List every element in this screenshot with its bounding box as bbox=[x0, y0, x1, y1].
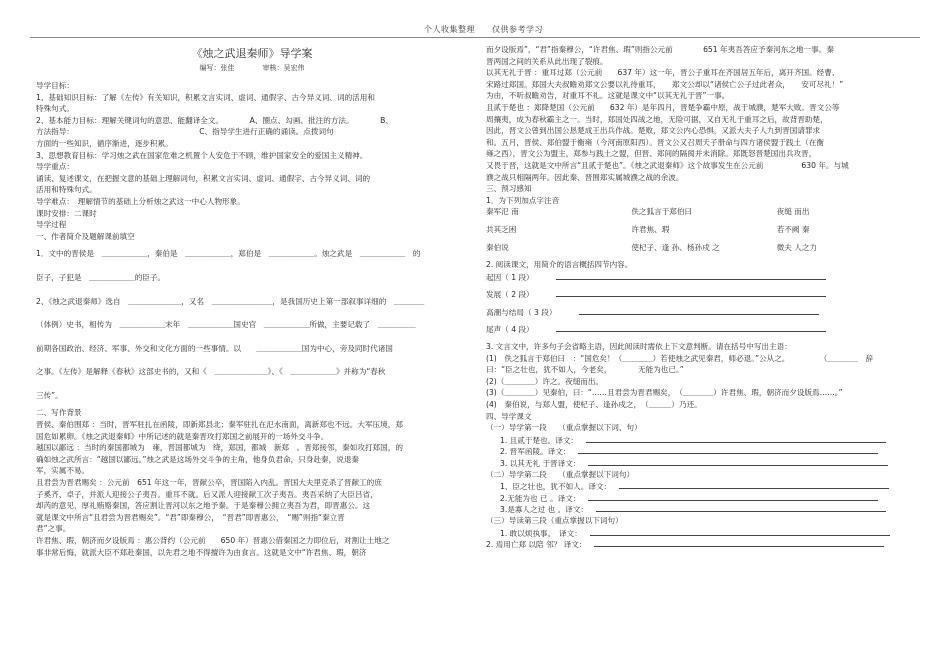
background-continued bbox=[486, 44, 922, 183]
fill-line: （体例）史书，相传为 ＿＿＿＿＿＿末年 ＿＿＿＿＿＿国史官 ＿＿＿＿＿＿所做，主要记载了 ＿＿＿＿＿ bbox=[36, 320, 416, 330]
fill-line: 臣子，子犯是 ＿＿＿＿＿＿的臣子。 bbox=[36, 272, 166, 282]
text-line: 1、基础知识目标：了解《左传》有关知识，积累文言实词、虚词、通假字、古今异义词、词的活用和 bbox=[36, 92, 375, 102]
summary-label: 高潮与结局（ 3 段） bbox=[486, 307, 557, 317]
text-line: 宋路过郑国。郑国大夫叔瞻劝郑文公要以礼待重耳， 郑文公却以“诸侯亡公子过此者众， 安可尽礼！” bbox=[486, 79, 844, 89]
doc-title: 《烛之武退秦师》导学案 bbox=[191, 47, 313, 60]
answer-blank[interactable] bbox=[619, 480, 889, 489]
text-line: 导学重点： bbox=[36, 162, 74, 172]
subsection-heading: （三）导读第三段（重点掌握以下词句） bbox=[486, 515, 623, 525]
fill-in-block bbox=[36, 248, 468, 401]
text-line: 子奚齐、卓子，并派人迎接公子夷吾。重耳不就。后又派人迎接献工次子夷吾。夷吾采纳了大臣吕省， bbox=[36, 489, 378, 499]
fill-line: 1．文中的晋侯是 ＿＿＿＿＿＿，秦伯是 ＿＿＿＿＿＿，郑伯是 ＿＿＿＿＿＿。烛之武是 ＿＿＿＿＿＿ 的 bbox=[36, 249, 421, 259]
answer-blank[interactable] bbox=[579, 306, 819, 315]
text-line: 濮之战只相隔两年。因此秦、晋围郑实属城濮之战的余波。 bbox=[486, 172, 684, 182]
text-line: 而夕设版焉”，“君”指秦穆公，“许君焦、瑕”则指公元前 651 年夷吾答应予秦河东之地一事。秦 bbox=[486, 45, 834, 54]
text-line: 诵读、复述课文，在把握文意的基础上理解词句，积累文言实词、虚词、通假字、古今异义词、词的 bbox=[36, 173, 371, 183]
pronunciation-grid bbox=[486, 206, 922, 253]
answer-blank[interactable] bbox=[588, 457, 888, 466]
answer-blank[interactable] bbox=[588, 492, 878, 501]
answer-blank[interactable] bbox=[578, 445, 878, 454]
page-header: 个人收集整理 仅供参考学习 bbox=[424, 25, 543, 34]
text-line: 军，实属不易。 bbox=[36, 466, 90, 476]
answer-blank[interactable] bbox=[590, 527, 890, 536]
answer-blank[interactable] bbox=[556, 323, 826, 332]
translate-row: 2.无能为也 已 。译文： bbox=[486, 492, 922, 504]
fill-line: 前期各国政治、经济、军事、外交和文化方面的一些事情。以 ＿＿＿＿＿＿国为中心，旁及同时代诸国 bbox=[36, 343, 393, 353]
text-line: 特殊句式。 bbox=[36, 104, 74, 114]
answer-blank[interactable] bbox=[556, 271, 826, 280]
summary-label: 尾声（ 4 段） bbox=[486, 325, 534, 335]
pron-row bbox=[486, 224, 922, 236]
left-column bbox=[36, 44, 468, 558]
pron-item: 使杞子、逢 孙、杨孙戍 之 bbox=[631, 242, 720, 252]
text-line: 且君尝为晋君赐矣 ：公元前 651 年这一年，晋献公卒，晋国陷入内乱。晋国大夫里克杀了晋献工的庶 bbox=[36, 478, 382, 488]
text-line: 导学目标： bbox=[36, 81, 74, 90]
answer-blank[interactable] bbox=[556, 288, 826, 297]
subject-exercise bbox=[486, 341, 922, 411]
answer-blank[interactable] bbox=[596, 503, 886, 512]
section-heading: 二、写作背景 bbox=[36, 408, 82, 418]
pron-item: 秦伯说 bbox=[486, 242, 509, 252]
text-line: 以其无礼于晋 ：重耳过郑（公元前 637 年）这一年，晋公子重耳在齐国居五年后，离开齐国。经曹、 bbox=[486, 68, 840, 78]
subsection-heading: （一）导学第一段 （重点掌握以下词、句） bbox=[486, 423, 642, 433]
background-block bbox=[36, 419, 468, 558]
translate-row: 2. 焉用亡郑 以陪 邻？ 译文： bbox=[486, 538, 922, 550]
text-line: 事非常后悔，就派大臣不郑赴秦国，以先君之地不得擅许为由食言。这就是文中“许君焦、瑕，朝济 bbox=[36, 547, 367, 557]
text-line: 2、基本能力目标：理解关键词句的意思、能翻译全文。 A、圈点、勾画、批注的方法。 B、 bbox=[36, 115, 393, 125]
section-heading: 四、导学课文 bbox=[486, 411, 532, 421]
question-prompt: 1．为下列加点字注音 bbox=[486, 195, 560, 205]
pron-item: 许君焦、瑕 bbox=[631, 224, 670, 234]
text-line: 君”之事。 bbox=[36, 524, 71, 534]
text-line: 3、思想教育目标：学习烛之武在国家危难之机置个人安危于不顾，维护国家安全的爱国主义精神。 bbox=[36, 150, 368, 160]
pron-item: 秦军氾 南 bbox=[486, 207, 519, 217]
text-line: 就是课文中所言“且君尝为晋君赐矣”。“君”即秦穆公， “晋君”即晋惠公， “赐”则指“秦立晋 bbox=[36, 512, 345, 522]
summary-row bbox=[486, 306, 922, 318]
summary-block bbox=[486, 271, 922, 335]
summary-row bbox=[486, 288, 922, 300]
pron-item: 共其乏困 bbox=[486, 224, 517, 234]
text-line: 方面的一些知识，循序渐进，逐步积累。 bbox=[36, 138, 173, 148]
pron-row bbox=[486, 206, 922, 218]
summary-row bbox=[486, 271, 922, 283]
text-line: 越国以鄙远 ：当时的秦国都城为 雍，晋国都城为 绛，郑国，都城 新郑 。晋郑接邻，秦如攻打郑国，的 bbox=[36, 443, 403, 453]
text-line: 为由，不听叔瞻劝告，对重耳不礼。这就是课文中“以其无礼于晋”一事。 bbox=[486, 91, 730, 101]
answer-blank[interactable] bbox=[594, 538, 884, 547]
text-line: 又畏于晋，这就是文中所言“且贰于楚也”。《烛之武退秦师》这个故事发生在公元前 630 年。与城 bbox=[486, 160, 849, 170]
text-line: 雍之西），晋文公为盟主，郑参与践土之盟，但晋、郑间的隔阂并未消除。郑既怒晋楚国出兵攻晋， bbox=[486, 149, 817, 159]
text-line: 曰：“臣之壮也，犹不如人，今老矣， 无能为也已。” bbox=[486, 365, 684, 375]
text-line: 和。五月，晋侯、郑伯盟于衡雍（今河南原阳西）。晋文公又召周天子册命与四方诸侯盟于践土（在衡 bbox=[486, 137, 824, 147]
text-line: 3. 文言文中，许多句子会省略主语，因此阅读时需依上下文意判断。请在括号中写出主语： bbox=[486, 342, 792, 352]
text-line: (2)（＿＿＿＿）许之。夜缒而出。 bbox=[486, 376, 604, 386]
fill-line: 之事。《左传》是解释《春秋》这部史书的，又和《 ＿＿＿＿＿＿＿》、《 ＿＿＿＿＿＿》并称为“春秋 bbox=[36, 367, 386, 377]
translate-row: 1. 敢以烦执事。 译文： bbox=[486, 527, 922, 539]
summary-row bbox=[486, 323, 922, 335]
text-line: 一、作者简介及题解课前填空 bbox=[36, 231, 135, 241]
fill-line: 2、《烛之武退秦师》选自 ＿＿＿＿＿＿＿，又名 ＿＿＿＿＿＿＿＿，是我国历史上第一部叙事详细的 ＿＿＿＿ bbox=[36, 296, 425, 306]
subsection-heading: （二）导学第二段 （重点掌握以下词句） bbox=[486, 469, 635, 479]
text-line: 周攘夷，成为春秋霸主之一。当时，郑国处四战之地，无险可据，又自无礼于重耳之后，故背晋助楚， bbox=[486, 114, 828, 124]
text-line: 晋侯、秦伯围郑 ：当时，晋军驻扎在函陵，即新郑县北；秦军驻扎在氾水南面，离新郑也不远。大军压境，郑 bbox=[36, 420, 403, 430]
summary-label: 起因（ 1 段） bbox=[486, 272, 534, 282]
text-line: 国危如累卵。《烛之武退秦师》中所记述的就是秦晋攻打郑国之前展开的一场外交斗争。 bbox=[36, 431, 329, 441]
pron-row bbox=[486, 242, 922, 254]
text-line: 导学过程 bbox=[36, 220, 67, 230]
text-line: (1) 佚之狐言于郑伯曰 ：“国危矣！（＿＿＿＿）若使烛之武见秦君，师必退。”公从之。 （＿＿＿＿ 辞 bbox=[486, 353, 873, 363]
text-line: 活用和特殊句式。 bbox=[36, 185, 97, 195]
text-line: (3)（＿＿＿＿）见秦伯，曰：“……且君尝为晋君赐矣， （＿＿＿＿）许君焦、瑕，朝济而夕设版焉……。” bbox=[486, 388, 843, 398]
pron-item: 若不阙 秦 bbox=[776, 224, 810, 234]
pron-item: 佚之狐言于郑伯曰 bbox=[631, 207, 693, 217]
translate-row: 2. 晋军函陵。译文： bbox=[486, 445, 922, 457]
text-line: 晋两国之间的关系从此出现了裂痕。 bbox=[486, 56, 608, 66]
text-line: 却芮的意见，厚礼贿赂秦国，答应割让晋河以东之地予秦。于是秦穆公拥立夷吾为君，即晋惠公。这 bbox=[36, 501, 371, 511]
pron-item: 夜缒 而出 bbox=[776, 207, 810, 217]
text-line: 因此，晋文公曾到出国公恳楚成王出兵作战。楚败，郑文公内心恐惧，又派大夫子人九到晋国请罪求 bbox=[486, 126, 821, 136]
text-line: 确如烛之武所言：“越国以鄙远。”烛之武是这场外交斗争的主角，他身负君命，只身赴秦，说退秦 bbox=[36, 454, 360, 464]
text-line: 导学难点： 理解情节的基础上分析烛之武这一中心人物形象。 bbox=[36, 196, 245, 206]
text-line: 方法指导： C、指导学生进行正确的诵读。点拨词句 bbox=[36, 127, 334, 137]
text-line: 且贰于楚也 ：郑降楚国（公元前 632 年）是年四月，晋楚争霸中原，战于城濮，楚军大败。晋文公等 bbox=[486, 102, 840, 112]
text-line: 课时安排：二课时 bbox=[36, 208, 97, 218]
summary-label: 发展（ 2 段） bbox=[486, 290, 534, 300]
text-line: (4) 秦伯说，与郑人盟，使杞子、逢孙戍之， （＿＿＿）乃还。 bbox=[486, 400, 702, 410]
question-prompt: 2. 阅读课文，用简介的语言概括四节内容。 bbox=[486, 260, 633, 270]
translate-row: 1、臣之壮也，犹不如人。译文： bbox=[486, 480, 922, 492]
translate-row: 3.是寡人之过 也 。译文： bbox=[486, 503, 922, 515]
fill-line: 三传”。 bbox=[36, 390, 63, 400]
answer-blank[interactable] bbox=[586, 434, 886, 443]
section-heading: 三、预习感知 bbox=[486, 184, 532, 194]
translate-row: 3. 以其无礼 于晋译文： bbox=[486, 457, 922, 469]
translate-row: 1. 且贰于楚也。译文： bbox=[486, 434, 922, 446]
text-line: 许君焦、瑕，朝济而夕设版焉 ：惠公背约（公元前 650 年）晋惠公借秦国之力即位后，对割让土地之 bbox=[36, 536, 390, 545]
pron-item: 微夫 人之力 bbox=[776, 242, 818, 252]
doc-author: 编写：张佳 审核：吴宏伟 bbox=[199, 64, 305, 72]
intro-block bbox=[36, 80, 468, 242]
header-divider bbox=[30, 37, 920, 38]
right-column bbox=[486, 44, 922, 550]
